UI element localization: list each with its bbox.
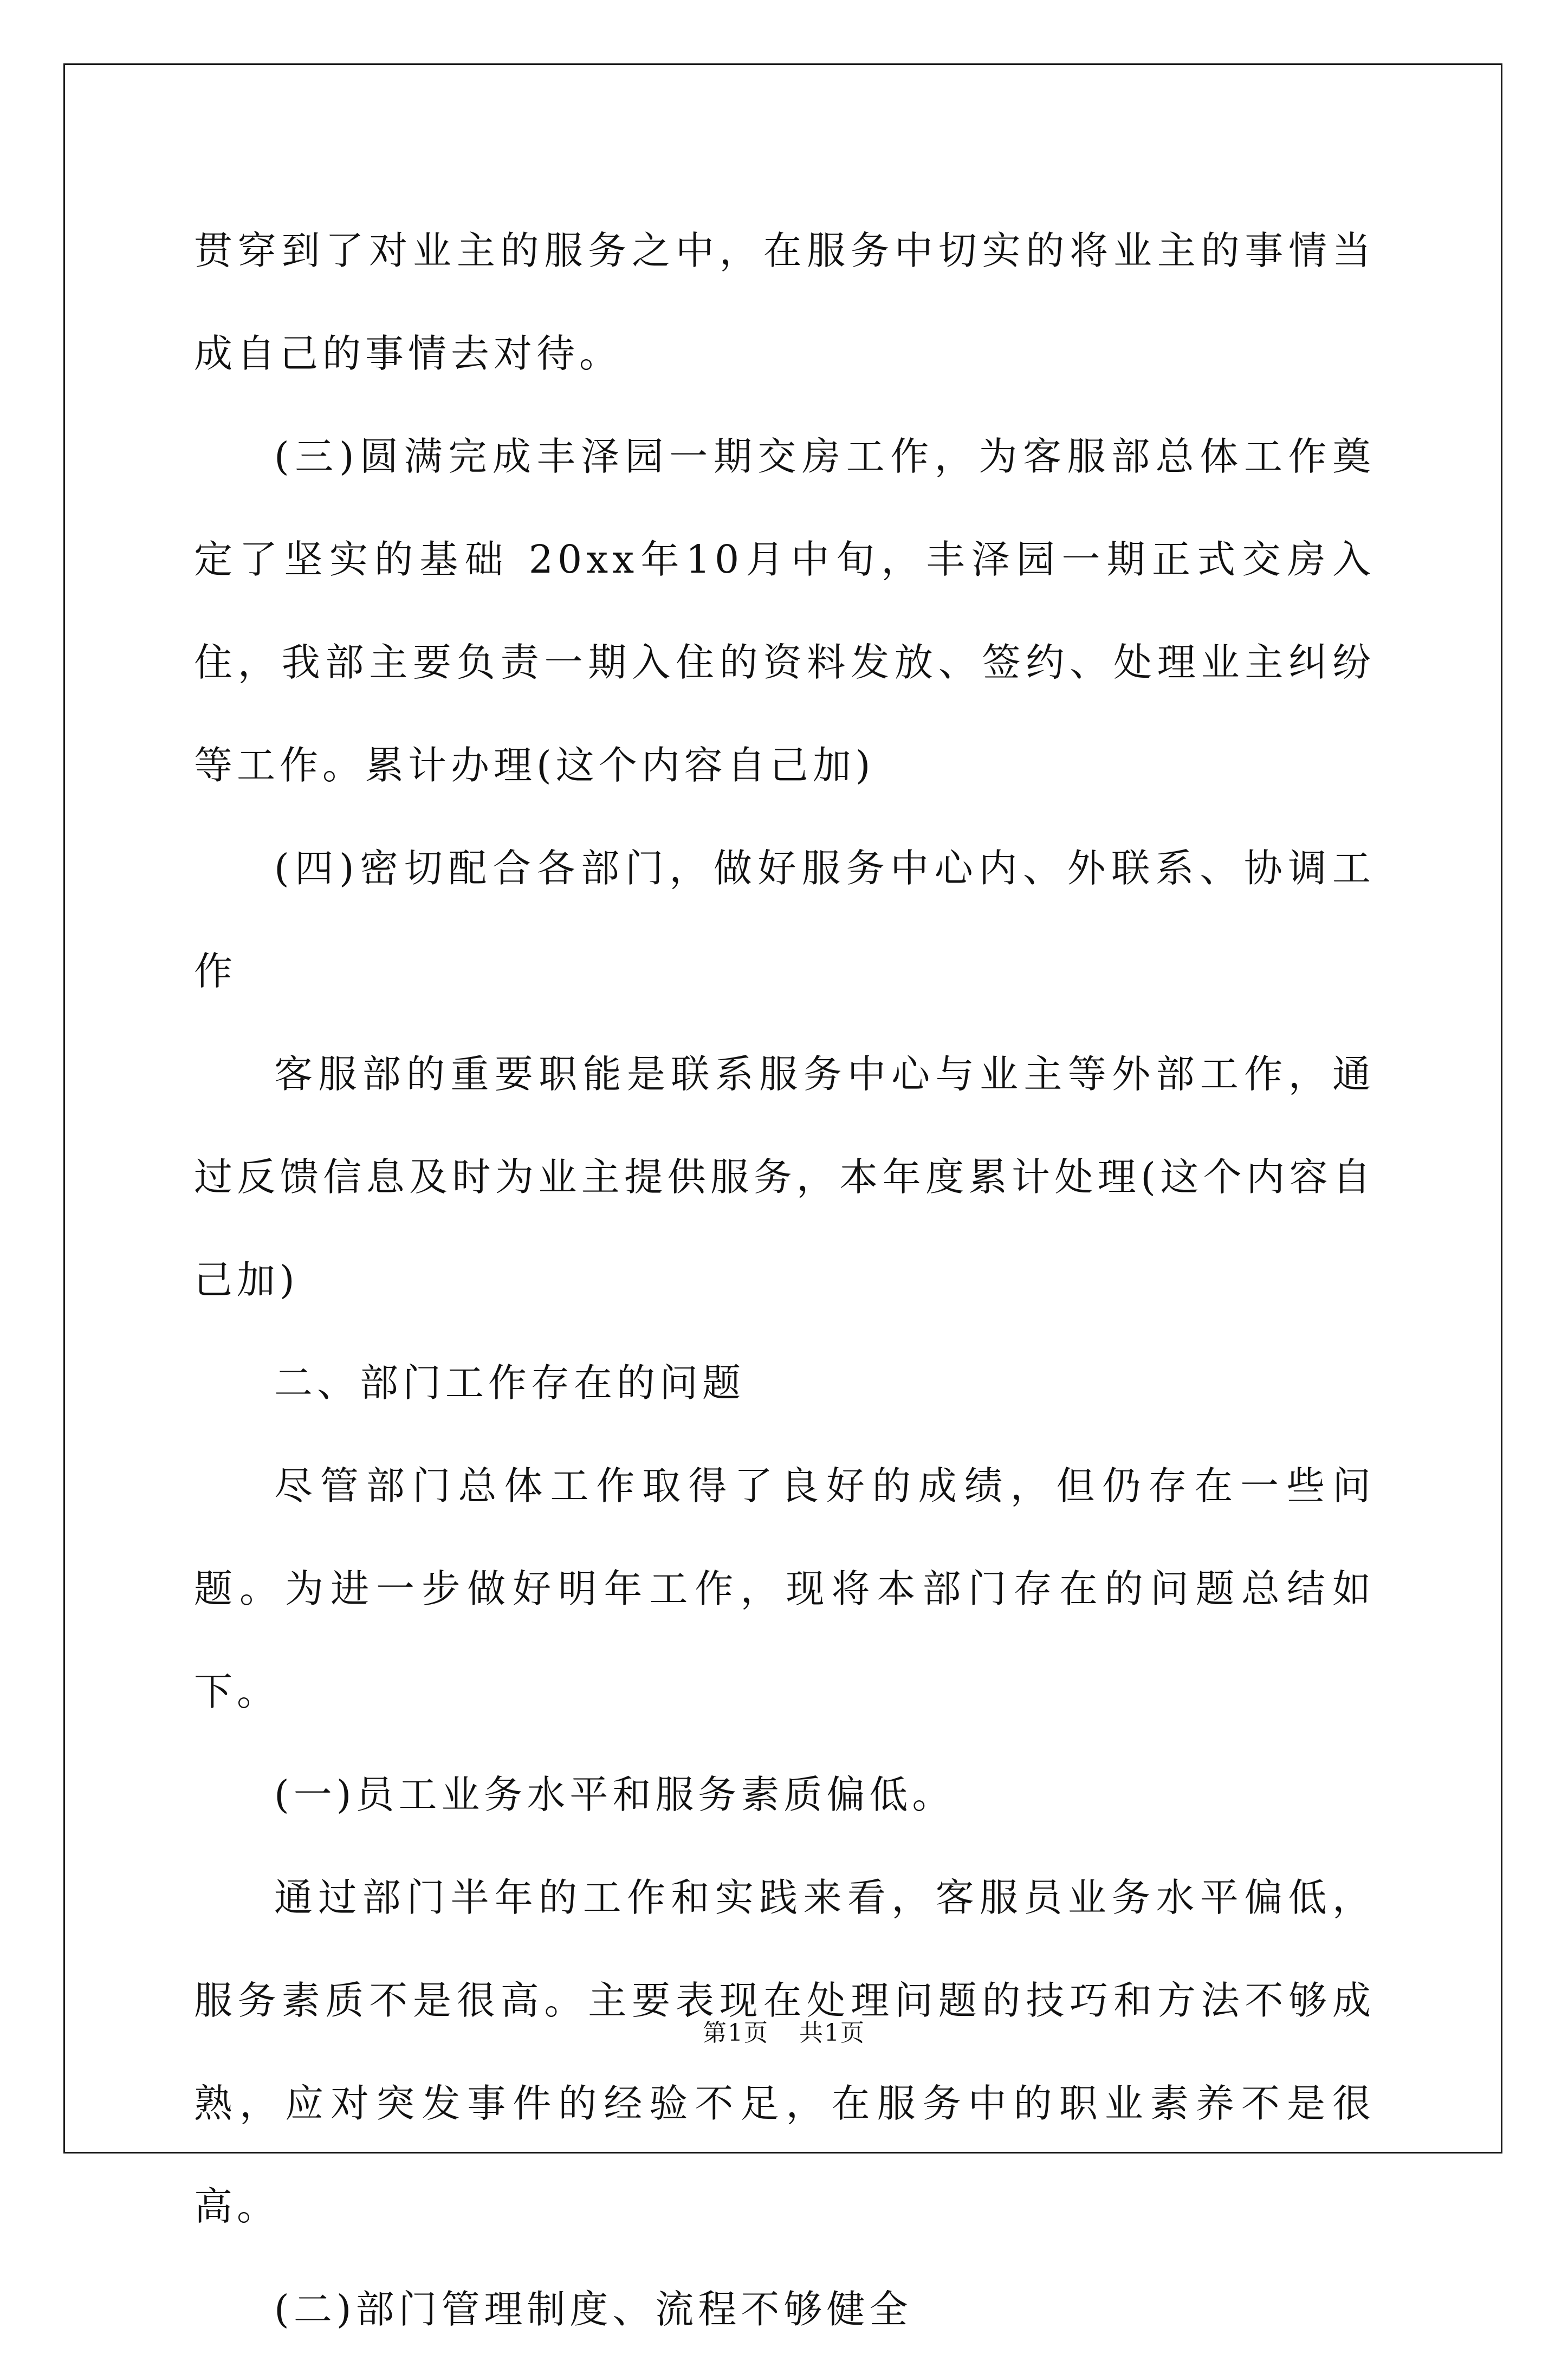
subheading-2: (二)部门管理制度、流程不够健全 xyxy=(274,2287,912,2332)
page-total: 共1页 xyxy=(799,2019,865,2047)
page-footer xyxy=(0,2013,1568,2048)
paragraph-3: (四)密切配合各部门，做好服务中心内、外联系、协调工作 xyxy=(194,846,1375,994)
paragraph-6: 尽管部门总体工作取得了良好的成绩，但仍存在一些问题。为进一步做好明年工作，现将本部门存在的问题总结如下。 xyxy=(194,1463,1375,1714)
paragraph-8: 通过部门半年的工作和实践来看，客服员业务水平偏低，服务素质不是很高。主要表现在处理问题的技巧和方法不够成熟，应对突发事件的经验不足，在服务中的职业素养不是很高。 xyxy=(194,1875,1375,2229)
page-number: 第1页 xyxy=(703,2019,769,2047)
paragraph-2: (三)圆满完成丰泽园一期交房工作，为客服部总体工作奠定了坚实的基础 20xx年10月中旬，丰泽园一期正式交房入住，我部主要负责一期入住的资料发放、签约、处理业主纠纷等工作。累计办理(这个内容自己加) xyxy=(194,434,1375,788)
section-heading-problems: 二、部门工作存在的问题 xyxy=(274,1360,746,1405)
paragraph-4: 客服部的重要职能是联系服务中心与业主等外部工作，通过反馈信息及时为业主提供服务，本年度累计处理(这个内容自己加) xyxy=(194,1052,1375,1302)
subheading-1: (一)员工业务水平和服务素质偏低。 xyxy=(274,1772,955,1817)
paragraph-1: 贯穿到了对业主的服务之中，在服务中切实的将业主的事情当成自己的事情去对待。 xyxy=(194,228,1375,376)
